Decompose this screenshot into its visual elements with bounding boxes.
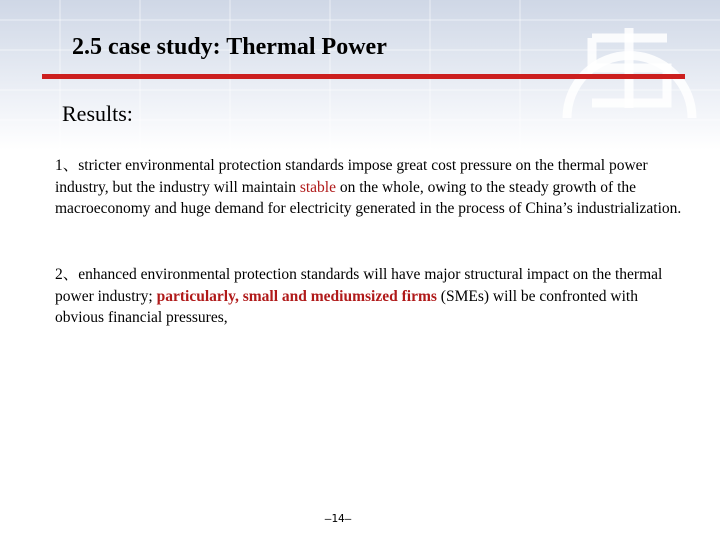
paragraph-text: on the whole, owing to the steady growth of the macroeconomy and huge demand for electricity generated in the process of China’s industrialization.: [55, 178, 682, 218]
bank-logo-icon: [547, 8, 712, 128]
paragraph-text: stricter environmental protection standards impose great cost pressure on the thermal power industry, but the industry will maintain: [55, 157, 648, 196]
highlighted-text: particularly, small and mediumsized firms: [156, 287, 437, 305]
slide-title: 2.5 case study: Thermal Power: [72, 34, 387, 60]
title-divider: [42, 74, 685, 79]
section-heading: Results:: [62, 101, 133, 126]
paragraph-number: 2、: [55, 266, 79, 283]
result-paragraph-2: [55, 264, 683, 329]
paragraph-text: enhanced environmental protection standards will have major structural impact on the thermal power industry;: [55, 266, 663, 305]
page-number: –14–: [324, 512, 352, 525]
paragraph-text: (SMEs) will be confronted with obvious financial pressures,: [55, 287, 638, 327]
result-paragraph-1: [55, 155, 683, 220]
highlighted-text: stable: [299, 178, 336, 196]
paragraph-number: 1、: [55, 157, 79, 174]
